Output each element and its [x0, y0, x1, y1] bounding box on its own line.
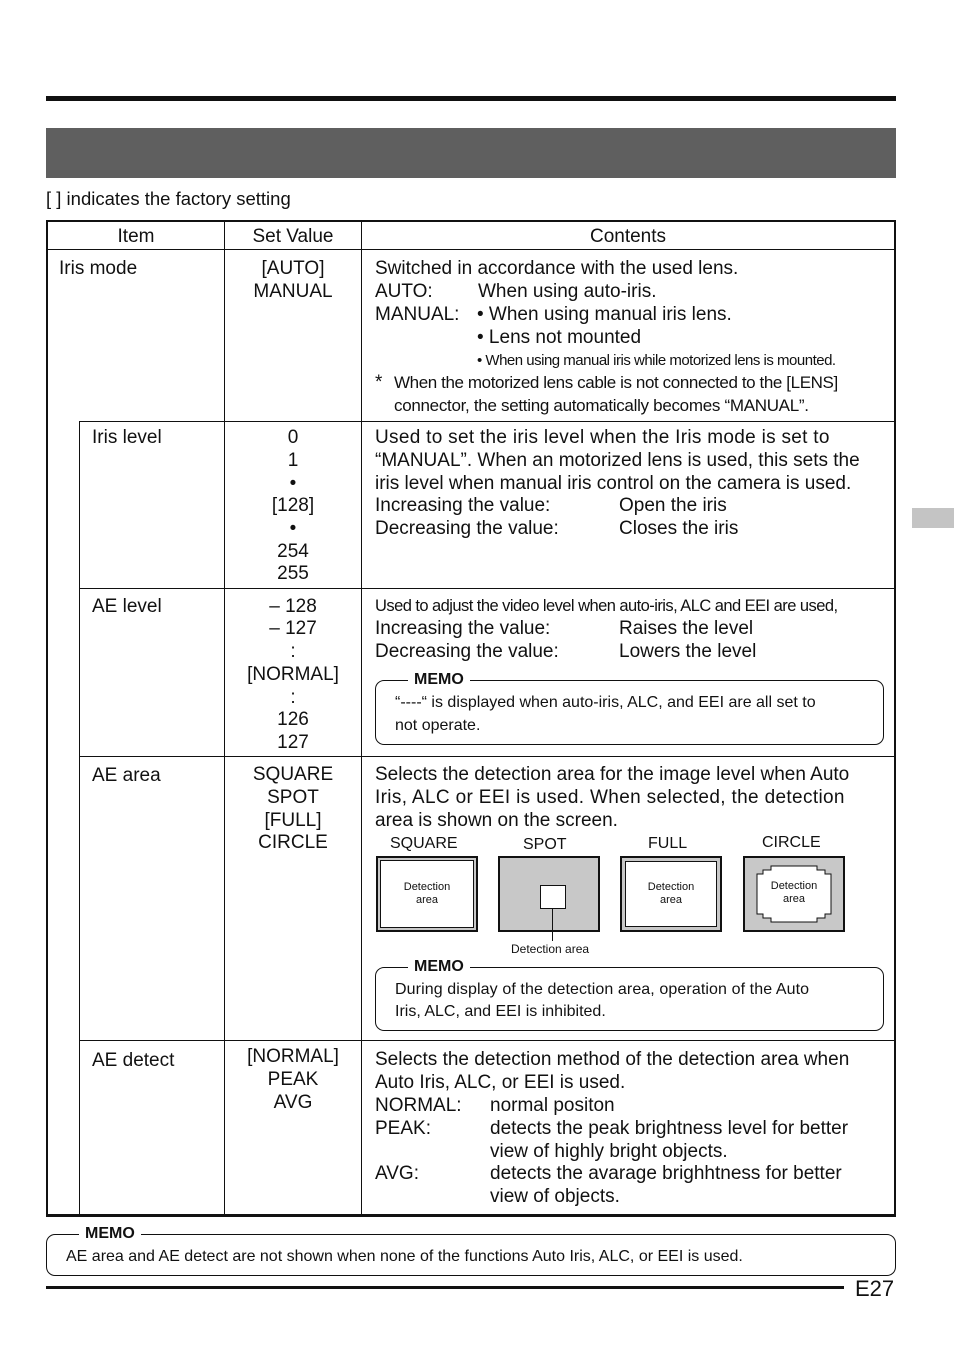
content-key: Increasing the value:	[375, 618, 551, 639]
content-value: view of highly bright objects.	[490, 1141, 728, 1162]
content-line: Selects the detection area for the image level when Auto	[375, 764, 850, 785]
factory-setting-note: [ ] indicates the factory setting	[46, 188, 291, 209]
content-value: normal positon	[490, 1095, 615, 1116]
content-line: Used to set the iris level when the Iris mode is set to	[375, 427, 830, 448]
spot-caption: Detection area	[511, 942, 590, 956]
full-diagram	[620, 856, 722, 932]
set-value: AVG	[273, 1092, 313, 1113]
header-contents: Contents	[589, 226, 667, 247]
content-line: “MANUAL”. When an motorized lens is used, this sets the	[375, 450, 860, 471]
set-value: •	[289, 473, 297, 494]
content-line: Switched in accordance with the used lens.	[375, 258, 739, 279]
set-value: SQUARE	[252, 764, 334, 785]
header-item: Item	[117, 226, 155, 247]
content-line: iris level when manual iris control on the camera is used.	[375, 473, 852, 494]
set-value: SPOT	[267, 787, 319, 808]
item-label: Iris mode	[59, 258, 138, 279]
top-rule	[46, 96, 896, 101]
content-line: Auto Iris, ALC, or EEI is used.	[375, 1072, 626, 1093]
content-key: NORMAL:	[375, 1095, 462, 1116]
diagram-label-circle: CIRCLE	[762, 834, 821, 851]
item-label: Iris level	[92, 427, 162, 448]
content-key: AVG:	[375, 1163, 419, 1184]
content-key: AUTO:	[375, 281, 433, 302]
content-value: Closes the iris	[619, 518, 739, 539]
memo-title: MEMO	[408, 671, 470, 689]
content-note: When the motorized lens cable is not connected to the [LENS]	[394, 373, 838, 392]
set-value: [128]	[271, 495, 315, 516]
set-value: MANUAL	[253, 281, 333, 302]
item-label: AE area	[92, 765, 161, 786]
set-value: •	[289, 518, 297, 539]
square-detection-area: Detection area	[380, 860, 474, 928]
content-value: • When using manual iris lens.	[477, 304, 732, 325]
memo-title: MEMO	[79, 1225, 141, 1243]
item-label: AE level	[92, 596, 162, 617]
set-value: [FULL]	[264, 810, 322, 831]
content-line: Iris, ALC or EEI is used. When selected, the detection	[375, 787, 845, 808]
set-value: 254	[277, 541, 309, 562]
header-set-value: Set Value	[252, 226, 334, 247]
content-value: When using auto-iris.	[478, 281, 657, 302]
diagram-label-spot: SPOT	[523, 836, 567, 853]
page-number: E27	[855, 1276, 895, 1301]
diagram-label-full: FULL	[648, 835, 688, 852]
section-header-band	[46, 128, 896, 178]
set-value: [NORMAL]	[247, 1046, 339, 1067]
content-line: area is shown on the screen.	[375, 810, 618, 831]
bottom-rule	[46, 1286, 844, 1289]
set-value: 0	[287, 427, 299, 448]
set-value: PEAK	[267, 1069, 319, 1090]
set-value: 126	[277, 709, 309, 730]
memo-text: During display of the detection area, operation of the Auto	[395, 981, 810, 998]
spot-leader-line	[552, 909, 553, 941]
diagram-label-square: SQUARE	[390, 835, 458, 852]
item-label: AE detect	[92, 1050, 175, 1071]
set-value: – 128	[269, 596, 317, 617]
content-value: Lowers the level	[619, 641, 757, 662]
content-value: • When using manual iris while motorized lens is mounted.	[477, 352, 836, 369]
set-value: CIRCLE	[258, 832, 328, 853]
content-value: view of objects.	[490, 1186, 620, 1207]
content-key: Decreasing the value:	[375, 518, 559, 539]
set-value: 255	[277, 563, 309, 584]
content-note: connector, the setting automatically becomes “MANUAL”.	[394, 396, 809, 415]
set-value: :	[290, 641, 296, 662]
set-value: 127	[277, 732, 309, 753]
content-key: Decreasing the value:	[375, 641, 559, 662]
set-value: – 127	[269, 618, 317, 639]
note-asterisk: *	[375, 372, 383, 393]
square-diagram	[376, 856, 478, 932]
set-value: [NORMAL]	[247, 664, 339, 685]
memo-title: MEMO	[408, 958, 470, 976]
memo-text: not operate.	[395, 717, 481, 734]
content-value: Open the iris	[619, 495, 727, 516]
side-tab-marker	[912, 508, 954, 528]
content-value: Raises the level	[619, 618, 754, 639]
memo-text: AE area and AE detect are not shown when none of the functions Auto Iris, ALC, or EEI is used.	[66, 1248, 743, 1265]
set-value: [AUTO]	[261, 258, 325, 279]
content-value: detects the peak brightness level for better	[490, 1118, 849, 1139]
content-key: PEAK:	[375, 1118, 431, 1139]
content-line: Used to adjust the video level when auto-iris, ALC and EEI are used,	[375, 597, 838, 615]
spot-diagram	[498, 856, 600, 932]
content-line: Selects the detection method of the detection area when	[375, 1049, 850, 1070]
circle-detection-text: Detection area	[770, 880, 818, 905]
content-key: MANUAL:	[375, 304, 460, 325]
memo-text: Iris, ALC, and EEI is inhibited.	[395, 1003, 606, 1020]
content-key: Increasing the value:	[375, 495, 551, 516]
content-value: detects the avarage brighhtness for better	[490, 1163, 842, 1184]
set-value: :	[290, 687, 296, 708]
memo-text: “----“ is displayed when auto-iris, ALC, and EEI are all set to	[395, 694, 816, 711]
full-detection-area: Detection area	[625, 861, 717, 927]
circle-diagram	[743, 856, 845, 932]
content-value: • Lens not mounted	[477, 327, 642, 348]
set-value: 1	[287, 450, 299, 471]
spot-detection-area	[540, 885, 566, 909]
